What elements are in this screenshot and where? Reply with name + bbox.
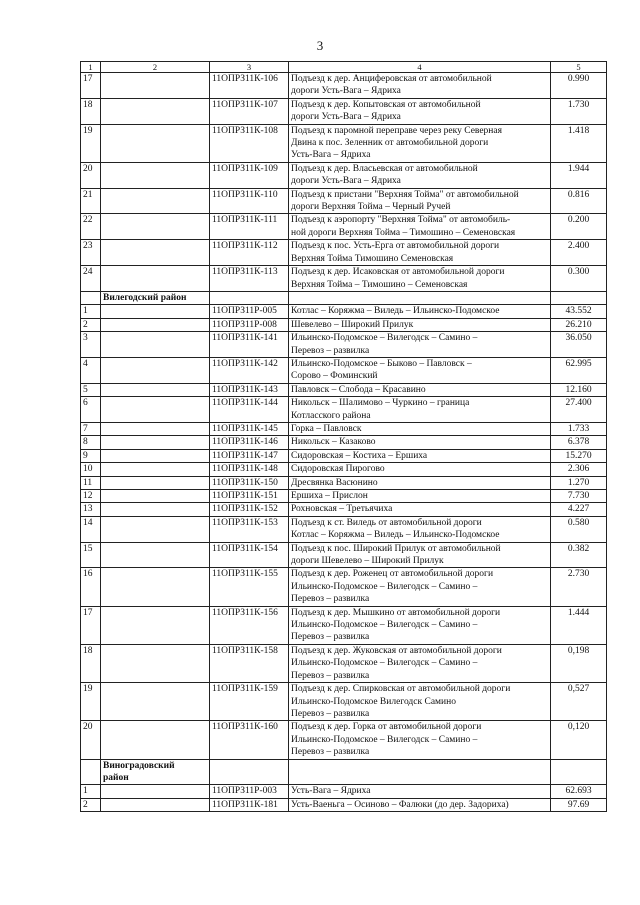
road-length: 0.382	[551, 542, 607, 568]
row-number: 21	[81, 188, 101, 214]
road-length: 2.306	[551, 463, 607, 476]
road-code: 11ОПРЗ11К-141	[210, 332, 289, 358]
table-row	[81, 357, 607, 383]
road-length: 1.733	[551, 422, 607, 435]
empty-cell	[210, 291, 289, 304]
road-length: 97.69	[551, 798, 607, 811]
empty-cell	[101, 542, 210, 568]
road-length: 36.050	[551, 332, 607, 358]
road-code: 11ОПРЗ11К-156	[210, 606, 289, 644]
empty-cell	[101, 785, 210, 798]
road-length: 4.227	[551, 503, 607, 516]
empty-cell	[101, 798, 210, 811]
row-number: 3	[81, 332, 101, 358]
road-length: 43.552	[551, 305, 607, 318]
empty-cell	[101, 463, 210, 476]
road-description: Ильинско-Подомское – Быково – Павловск – Сорово – Фоминский	[289, 357, 551, 383]
road-code: 11ОПРЗ11К-143	[210, 383, 289, 396]
road-code: 11ОПРЗ11К-181	[210, 798, 289, 811]
road-code: 11ОПРЗ11К-160	[210, 721, 289, 759]
table-row	[81, 683, 607, 721]
road-length: 1.944	[551, 162, 607, 188]
empty-cell	[101, 305, 210, 318]
table-row	[81, 305, 607, 318]
empty-cell	[101, 124, 210, 162]
row-number: 16	[81, 568, 101, 606]
road-length: 0,527	[551, 683, 607, 721]
road-length: 6.378	[551, 436, 607, 449]
empty-cell	[101, 357, 210, 383]
column-number: 5	[551, 62, 607, 73]
row-number: 22	[81, 214, 101, 240]
empty-cell	[101, 162, 210, 188]
empty-cell	[101, 644, 210, 682]
road-length: 0,198	[551, 644, 607, 682]
column-number: 1	[81, 62, 101, 73]
table-row	[81, 721, 607, 759]
road-length: 0.300	[551, 266, 607, 292]
road-code: 11ОПРЗ11К-151	[210, 490, 289, 503]
road-length: 15.270	[551, 449, 607, 462]
road-code: 11ОПРЗ11Р-008	[210, 318, 289, 331]
table-row	[81, 73, 607, 99]
table-row	[81, 449, 607, 462]
column-number: 4	[289, 62, 551, 73]
road-code: 11ОПРЗ11К-153	[210, 516, 289, 542]
road-description: Ильинско-Подомское – Вилегодск – Самино – Перевоз – развилка	[289, 332, 551, 358]
row-number: 18	[81, 644, 101, 682]
road-length: 2.400	[551, 240, 607, 266]
empty-cell	[101, 436, 210, 449]
road-description: Подъезд к дер. Мышкино от автомобильной дороги Ильинско-Подомское – Вилегодск – Самино – Перевоз – развилка	[289, 606, 551, 644]
table-row	[81, 397, 607, 423]
road-code: 11ОПРЗ11К-142	[210, 357, 289, 383]
row-number: 24	[81, 266, 101, 292]
table-row	[81, 503, 607, 516]
row-number: 19	[81, 683, 101, 721]
row-number: 8	[81, 436, 101, 449]
road-length: 0.990	[551, 73, 607, 99]
road-length: 0,120	[551, 721, 607, 759]
road-description: Подъезд к дер. Копытовская от автомобильной дороги Усть-Вага – Ядриха	[289, 98, 551, 124]
row-number: 1	[81, 785, 101, 798]
road-length: 1.270	[551, 476, 607, 489]
section-row	[81, 291, 607, 304]
table-row	[81, 644, 607, 682]
section-title: Вилегодский район	[101, 291, 210, 304]
road-length: 26.210	[551, 318, 607, 331]
road-length: 7.730	[551, 490, 607, 503]
road-code: 11ОПРЗ11Р-003	[210, 785, 289, 798]
road-length: 62.693	[551, 785, 607, 798]
empty-cell	[101, 568, 210, 606]
section-title: Виноградовский район	[101, 759, 210, 785]
table-row	[81, 240, 607, 266]
column-number: 3	[210, 62, 289, 73]
road-description: Сидоровская Пирогово	[289, 463, 551, 476]
table-row	[81, 568, 607, 606]
road-length: 1.418	[551, 124, 607, 162]
road-code: 11ОПРЗ11К-148	[210, 463, 289, 476]
row-number: 13	[81, 503, 101, 516]
row-number: 2	[81, 318, 101, 331]
empty-cell	[101, 73, 210, 99]
road-code: 11ОПРЗ11К-108	[210, 124, 289, 162]
empty-cell	[101, 332, 210, 358]
table-row	[81, 188, 607, 214]
row-number: 2	[81, 798, 101, 811]
empty-cell	[101, 516, 210, 542]
empty-cell	[101, 383, 210, 396]
row-number: 11	[81, 476, 101, 489]
table-row	[81, 422, 607, 435]
road-description: Ершиха – Прислон	[289, 490, 551, 503]
empty-cell	[210, 759, 289, 785]
row-number: 5	[81, 383, 101, 396]
roads-table	[80, 61, 607, 812]
road-description: Подъезд к дер. Исаковская от автомобильной дороги Верхняя Тойма – Тимошино – Семеновская	[289, 266, 551, 292]
road-code: 11ОПРЗ11К-146	[210, 436, 289, 449]
table-row	[81, 476, 607, 489]
row-number: 7	[81, 422, 101, 435]
road-description: Подъезд к дер. Спирковская от автомобильной дороги Ильинско-Подомское Вилегодск Самино Перевоз – развилка	[289, 683, 551, 721]
page-number: 3	[316, 38, 324, 53]
table-row	[81, 214, 607, 240]
empty-cell	[101, 266, 210, 292]
table-row	[81, 490, 607, 503]
row-number: 18	[81, 98, 101, 124]
road-length: 62.995	[551, 357, 607, 383]
empty-cell	[101, 476, 210, 489]
row-number: 4	[81, 357, 101, 383]
section-row	[81, 759, 607, 785]
road-description: Подъезд к паромной переправе через реку Северная Двина к пос. Зеленник от автомобильной дороги Усть-Вага – Ядриха	[289, 124, 551, 162]
row-number: 20	[81, 162, 101, 188]
row-number: 15	[81, 542, 101, 568]
road-description: Павловск – Слобода – Красавино	[289, 383, 551, 396]
road-description: Никольск – Шалимово – Чуркино – граница Котласского района	[289, 397, 551, 423]
road-code: 11ОПРЗ11К-152	[210, 503, 289, 516]
road-code: 11ОПРЗ11К-112	[210, 240, 289, 266]
empty-cell	[101, 490, 210, 503]
empty-cell	[101, 449, 210, 462]
road-code: 11ОПРЗ11К-109	[210, 162, 289, 188]
row-number: 12	[81, 490, 101, 503]
table-row	[81, 266, 607, 292]
empty-cell	[101, 188, 210, 214]
road-description: Усть-Ваеньга – Осиново – Фалюки (до дер. Задориха)	[289, 798, 551, 811]
road-code: 11ОПРЗ11К-158	[210, 644, 289, 682]
road-description: Подъезд к пос. Усть-Ерга от автомобильной дороги Верхняя Тойма Тимошино Семеновская	[289, 240, 551, 266]
road-description: Котлас – Коряжма – Виледь – Ильинско-Подомское	[289, 305, 551, 318]
road-length: 2.730	[551, 568, 607, 606]
empty-cell	[101, 606, 210, 644]
road-code: 11ОПРЗ11К-145	[210, 422, 289, 435]
row-number: 20	[81, 721, 101, 759]
empty-cell	[101, 98, 210, 124]
table-row	[81, 516, 607, 542]
row-number: 23	[81, 240, 101, 266]
column-number-row	[81, 62, 607, 73]
table-row	[81, 383, 607, 396]
road-description: Дресвянка Васюнино	[289, 476, 551, 489]
road-length: 0.580	[551, 516, 607, 542]
empty-cell	[101, 214, 210, 240]
road-description: Подъезд к дер. Власьевская от автомобильной дороги Усть-Вага – Ядриха	[289, 162, 551, 188]
road-description: Никольск – Казаково	[289, 436, 551, 449]
road-length: 0.200	[551, 214, 607, 240]
road-code: 11ОПРЗ11К-113	[210, 266, 289, 292]
road-code: 11ОПРЗ11К-144	[210, 397, 289, 423]
road-description: Подъезд к дер. Роженец от автомобильной дороги Ильинско-Подомское – Вилегодск – Самино – Перевоз – развилка	[289, 568, 551, 606]
road-description: Горка – Павловск	[289, 422, 551, 435]
empty-cell	[101, 503, 210, 516]
road-code: 11ОПРЗ11К-106	[210, 73, 289, 99]
road-description: Подъезд к дер. Жуковская от автомобильной дороги Ильинско-Подомское – Вилегодск – Самино – Перевоз – развилка	[289, 644, 551, 682]
road-description: Рохновская – Третьячиха	[289, 503, 551, 516]
row-number: 1	[81, 305, 101, 318]
road-code: 11ОПРЗ11К-110	[210, 188, 289, 214]
table-row	[81, 798, 607, 811]
table-row	[81, 318, 607, 331]
road-description: Подъезд к пристани "Верхняя Тойма" от автомобильной дороги Верхняя Тойма – Черный Ручей	[289, 188, 551, 214]
row-number: 6	[81, 397, 101, 423]
road-code: 11ОПРЗ11К-147	[210, 449, 289, 462]
table-row	[81, 124, 607, 162]
empty-cell	[551, 291, 607, 304]
road-length: 12.160	[551, 383, 607, 396]
road-code: 11ОПРЗ11К-155	[210, 568, 289, 606]
road-description: Шевелево – Широкий Прилук	[289, 318, 551, 331]
empty-cell	[289, 291, 551, 304]
road-description: Усть-Вага – Ядриха	[289, 785, 551, 798]
road-code: 11ОПРЗ11К-154	[210, 542, 289, 568]
road-code: 11ОПРЗ11К-150	[210, 476, 289, 489]
empty-cell	[101, 683, 210, 721]
empty-cell	[551, 759, 607, 785]
row-number: 14	[81, 516, 101, 542]
table-row	[81, 606, 607, 644]
table-row	[81, 463, 607, 476]
row-number: 19	[81, 124, 101, 162]
road-code: 11ОПРЗ11Р-005	[210, 305, 289, 318]
table-row	[81, 98, 607, 124]
row-number: 17	[81, 73, 101, 99]
road-description: Сидоровская – Костиха – Ершиха	[289, 449, 551, 462]
road-code: 11ОПРЗ11К-111	[210, 214, 289, 240]
column-number: 2	[101, 62, 210, 73]
road-description: Подъезд к ст. Виледь от автомобильной дороги Котлас – Коряжма – Виледь – Ильинско-Подомское	[289, 516, 551, 542]
row-number: 10	[81, 463, 101, 476]
empty-cell	[101, 422, 210, 435]
road-length: 0.816	[551, 188, 607, 214]
table-row	[81, 785, 607, 798]
empty-cell	[81, 759, 101, 785]
road-code: 11ОПРЗ11К-159	[210, 683, 289, 721]
table-row	[81, 332, 607, 358]
road-description: Подъезд к дер. Анциферовская от автомобильной дороги Усть-Вага – Ядриха	[289, 73, 551, 99]
table-row	[81, 162, 607, 188]
empty-cell	[101, 240, 210, 266]
row-number: 9	[81, 449, 101, 462]
road-length: 27.400	[551, 397, 607, 423]
road-description: Подъезд к аэропорту "Верхняя Тойма" от автомобиль- ной дороги Верхняя Тойма – Тимошино – Семеновская	[289, 214, 551, 240]
road-length: 1.444	[551, 606, 607, 644]
empty-cell	[101, 318, 210, 331]
table-row	[81, 436, 607, 449]
table-row	[81, 542, 607, 568]
empty-cell	[101, 721, 210, 759]
road-description: Подъезд к дер. Горка от автомобильной дороги Ильинско-Подомское – Вилегодск – Самино – Перевоз – развилка	[289, 721, 551, 759]
row-number: 17	[81, 606, 101, 644]
empty-cell	[81, 291, 101, 304]
road-description: Подъезд к пос. Широкий Прилук от автомобильной дороги Шевелево – Широкий Прилук	[289, 542, 551, 568]
empty-cell	[101, 397, 210, 423]
empty-cell	[289, 759, 551, 785]
road-code: 11ОПРЗ11К-107	[210, 98, 289, 124]
road-length: 1.730	[551, 98, 607, 124]
